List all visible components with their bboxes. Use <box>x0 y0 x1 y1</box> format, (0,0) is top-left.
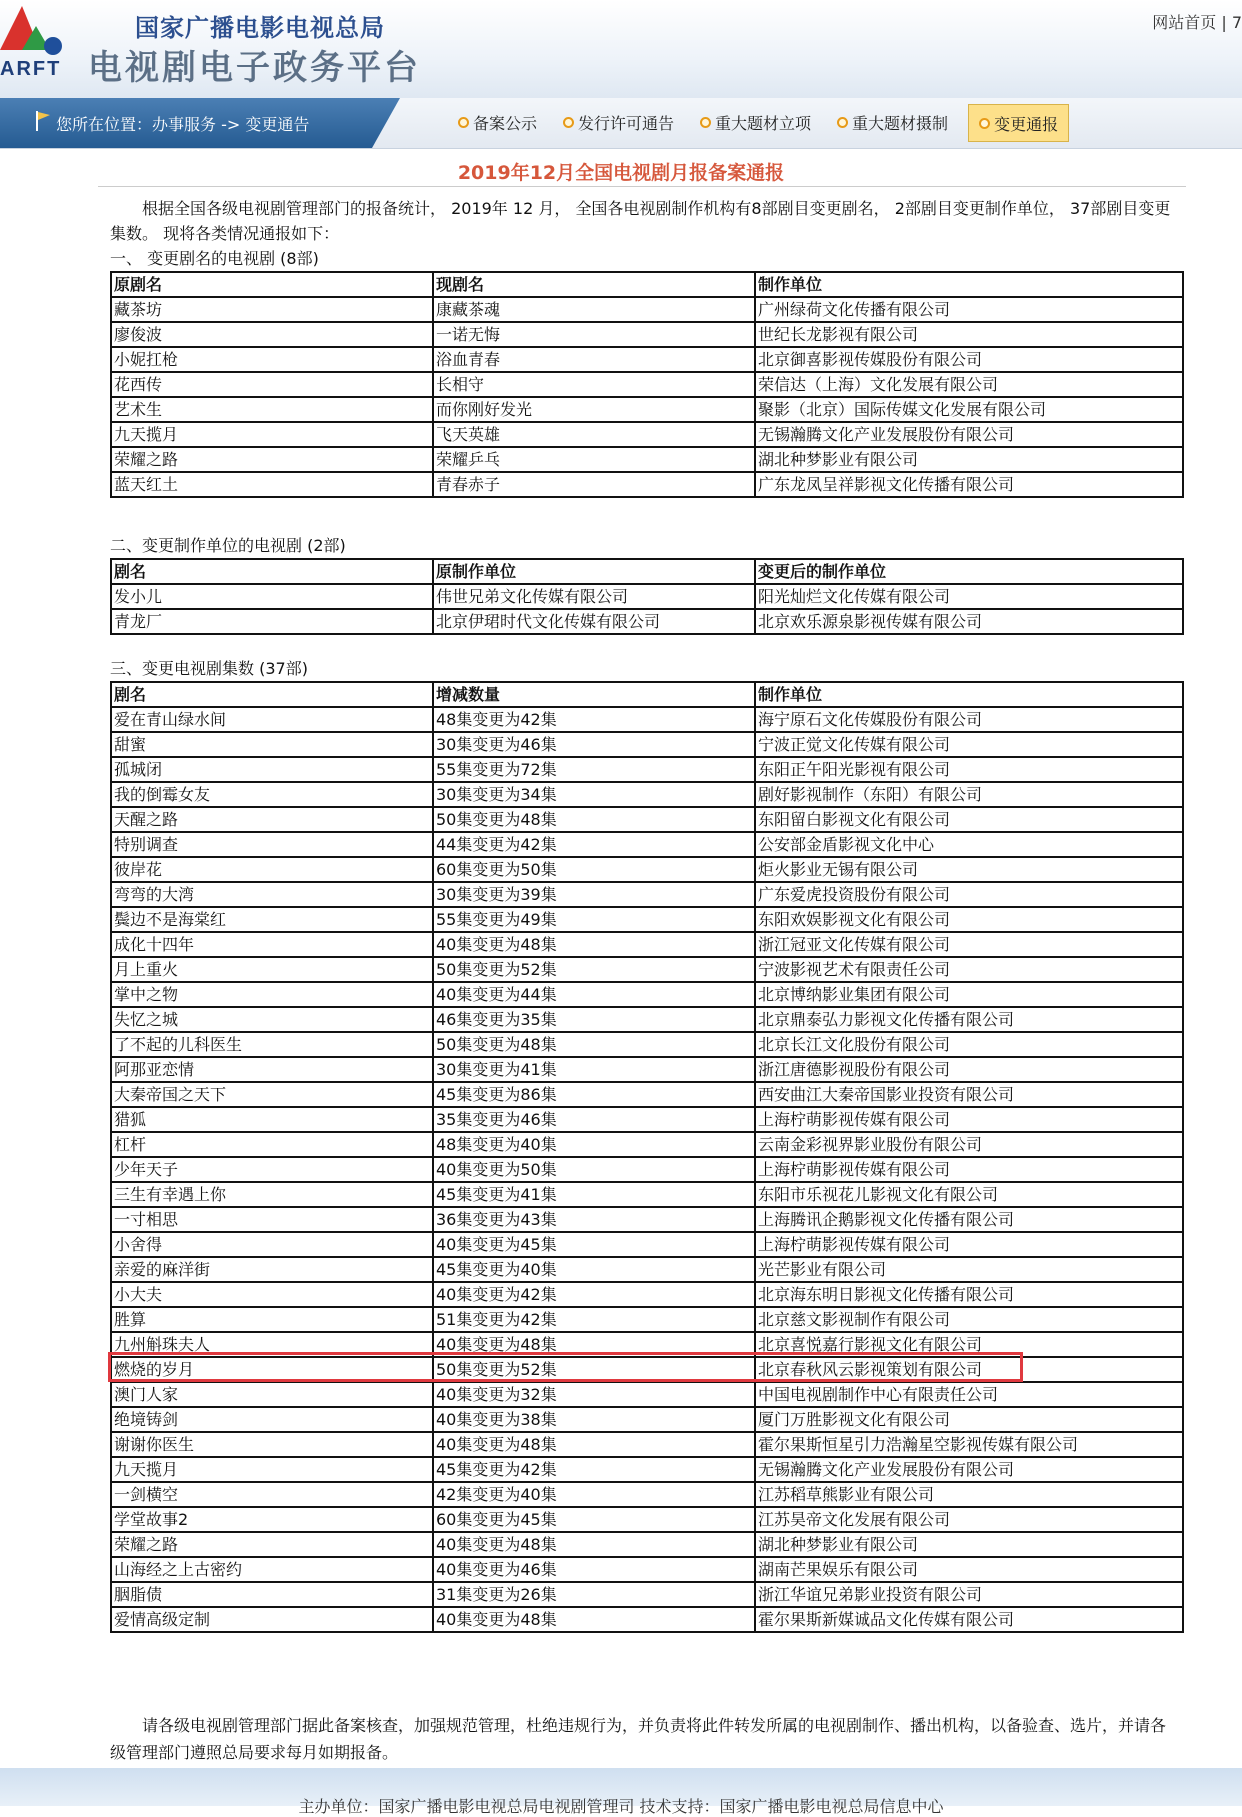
circle-bullet-icon <box>700 117 711 128</box>
breadcrumb: 您所在位置：办事服务 -> 变更通告 <box>56 115 310 134</box>
table-cell: 西安曲江大秦帝国影业投资有限公司 <box>755 1082 1183 1107</box>
table-cell: 40集变更为46集 <box>433 1557 755 1582</box>
table-cell: 了不起的儿科医生 <box>111 1032 433 1057</box>
table-cell: 孤城闭 <box>111 757 433 782</box>
tab-distribution-license[interactable] <box>557 104 680 140</box>
table-row <box>111 422 1183 447</box>
table-cell: 一剑横空 <box>111 1482 433 1507</box>
table-header-row <box>111 682 1183 707</box>
table-cell: 燃烧的岁月 <box>111 1357 433 1382</box>
table-row <box>111 1432 1183 1457</box>
table-row <box>111 1182 1183 1207</box>
table-row <box>111 832 1183 857</box>
table-row <box>111 584 1183 609</box>
table-cell: 浙江华谊兄弟影业投资有限公司 <box>755 1582 1183 1607</box>
table-cell: 浙江唐德影视股份有限公司 <box>755 1057 1183 1082</box>
table-cell: 48集变更为40集 <box>433 1132 755 1157</box>
renamed-dramas-table <box>110 271 1184 498</box>
table-cell: 飞天英雄 <box>433 422 755 447</box>
divider <box>98 186 1186 187</box>
table-cell: 荣耀乒乓 <box>433 447 755 472</box>
table-cell: 45集变更为42集 <box>433 1457 755 1482</box>
table-cell: 厦门万胜影视文化有限公司 <box>755 1407 1183 1432</box>
tab-major-topic-approval[interactable] <box>694 104 817 140</box>
table-cell: 45集变更为40集 <box>433 1257 755 1282</box>
table-row <box>111 1207 1183 1232</box>
table-row <box>111 1357 1183 1382</box>
table-cell: 50集变更为48集 <box>433 1032 755 1057</box>
table-cell: 胜算 <box>111 1307 433 1332</box>
table-cell: 月上重火 <box>111 957 433 982</box>
table-cell: 中国电视剧制作中心有限责任公司 <box>755 1382 1183 1407</box>
table-cell: 30集变更为34集 <box>433 782 755 807</box>
table-cell: 荣耀之路 <box>111 447 433 472</box>
table-cell: 31集变更为26集 <box>433 1582 755 1607</box>
table-cell: 发小儿 <box>111 584 433 609</box>
table-row <box>111 1482 1183 1507</box>
nav-tabs <box>452 104 1069 140</box>
table-cell: 蓝天红土 <box>111 472 433 497</box>
notice-title: 2019年12月全国电视剧月报备案通报 <box>457 162 785 184</box>
tab-label: 发行许可通告 <box>578 113 675 133</box>
table-row <box>111 1557 1183 1582</box>
table-cell: 北京喜悦嘉行影视文化有限公司 <box>755 1332 1183 1357</box>
table-cell: 胭脂债 <box>111 1582 433 1607</box>
table-header-row <box>111 272 1183 297</box>
table-cell: 60集变更为50集 <box>433 857 755 882</box>
table-row <box>111 1407 1183 1432</box>
column-header: 原制作单位 <box>433 559 755 584</box>
table-cell: 江苏稻草熊影业有限公司 <box>755 1482 1183 1507</box>
column-header: 制作单位 <box>755 682 1183 707</box>
table-cell: 霍尔果斯新媒诚品文化传媒有限公司 <box>755 1607 1183 1632</box>
table-cell: 宁波正觉文化传媒有限公司 <box>755 732 1183 757</box>
table-row <box>111 1057 1183 1082</box>
table-cell: 爱情高级定制 <box>111 1607 433 1632</box>
table-cell: 上海柠萌影视传媒有限公司 <box>755 1157 1183 1182</box>
table-cell: 北京伊珺时代文化传媒有限公司 <box>433 609 755 634</box>
table-cell: 杠杆 <box>111 1132 433 1157</box>
table-cell: 广州绿荷文化传播有限公司 <box>755 297 1183 322</box>
circle-bullet-icon <box>458 117 469 128</box>
table-cell: 东阳欢娱影视文化有限公司 <box>755 907 1183 932</box>
table-cell: 60集变更为45集 <box>433 1507 755 1532</box>
tab-label: 备案公示 <box>473 113 538 133</box>
table-cell: 40集变更为38集 <box>433 1407 755 1432</box>
table-cell: 42集变更为40集 <box>433 1482 755 1507</box>
table-cell: 特别调查 <box>111 832 433 857</box>
table-cell: 猎狐 <box>111 1107 433 1132</box>
table-cell: 鬓边不是海棠红 <box>111 907 433 932</box>
table-cell: 炬火影业无锡有限公司 <box>755 857 1183 882</box>
table-cell: 彼岸花 <box>111 857 433 882</box>
episode-change-table <box>110 681 1184 1633</box>
table-cell: 40集变更为32集 <box>433 1382 755 1407</box>
table-row <box>111 1107 1183 1132</box>
table-row <box>111 1507 1183 1532</box>
table-row <box>111 1007 1183 1032</box>
table-cell: 青春赤子 <box>433 472 755 497</box>
table-cell: 40集变更为48集 <box>433 1607 755 1632</box>
table-row <box>111 882 1183 907</box>
table-cell: 北京海东明日影视文化传播有限公司 <box>755 1282 1183 1307</box>
column-header: 剧名 <box>111 559 433 584</box>
table-row <box>111 1257 1183 1282</box>
table-cell: 藏茶坊 <box>111 297 433 322</box>
table-cell: 霍尔果斯恒星引力浩瀚星空影视传媒有限公司 <box>755 1432 1183 1457</box>
home-link[interactable]: 网站首页 | 7 <box>1152 13 1242 32</box>
table-row <box>111 297 1183 322</box>
table-cell: 北京长江文化股份有限公司 <box>755 1032 1183 1057</box>
tab-label: 重大题材立项 <box>715 113 812 133</box>
table-cell: 荣信达（上海）文化发展有限公司 <box>755 372 1183 397</box>
platform-name: 电视剧电子政务平台 <box>88 48 421 88</box>
table-cell: 36集变更为43集 <box>433 1207 755 1232</box>
table-cell: 50集变更为52集 <box>433 957 755 982</box>
footer-text: 主办单位：国家广播电影电视总局电视剧管理司 技术支持：国家广播电影电视总局信息中心 <box>298 1797 944 1816</box>
section3-heading: 三、变更电视剧集数 (37部) <box>110 659 308 678</box>
table-cell: 伟世兄弟文化传媒有限公司 <box>433 584 755 609</box>
table-row <box>111 472 1183 497</box>
table-cell: 51集变更为42集 <box>433 1307 755 1332</box>
table-row <box>111 1332 1183 1357</box>
intro-paragraph: 根据全国各级电视剧管理部门的报备统计， 2019年 12 月， 全国各电视剧制作机构有8部剧目变更剧名， 2部剧目变更制作单位， 37部剧目变更集数。 现将各类情况通报如下： <box>110 199 1171 243</box>
table-row <box>111 397 1183 422</box>
table-cell: 55集变更为72集 <box>433 757 755 782</box>
table-cell: 东阳留白影视文化有限公司 <box>755 807 1183 832</box>
table-cell: 学堂故事2 <box>111 1507 433 1532</box>
tab-filing-notice[interactable] <box>452 104 543 140</box>
table-cell: 公安部金盾影视文化中心 <box>755 832 1183 857</box>
site-header <box>0 0 1242 98</box>
table-cell: 上海柠萌影视传媒有限公司 <box>755 1107 1183 1132</box>
table-cell: 50集变更为48集 <box>433 807 755 832</box>
table-cell: 30集变更为46集 <box>433 732 755 757</box>
table-cell: 海宁原石文化传媒股份有限公司 <box>755 707 1183 732</box>
table-cell: 55集变更为49集 <box>433 907 755 932</box>
table-row <box>111 907 1183 932</box>
table-cell: 聚影（北京）国际传媒文化发展有限公司 <box>755 397 1183 422</box>
table-cell: 30集变更为41集 <box>433 1057 755 1082</box>
table-row <box>111 707 1183 732</box>
table-cell: 北京欢乐源泉影视传媒有限公司 <box>755 609 1183 634</box>
table-cell: 绝境铸剑 <box>111 1407 433 1432</box>
table-row <box>111 1032 1183 1057</box>
table-row <box>111 1082 1183 1107</box>
table-cell: 40集变更为44集 <box>433 982 755 1007</box>
table-row <box>111 982 1183 1007</box>
table-cell: 45集变更为86集 <box>433 1082 755 1107</box>
table-cell: 阿那亚恋情 <box>111 1057 433 1082</box>
logo-text: ARFT <box>0 58 62 80</box>
table-row <box>111 447 1183 472</box>
table-cell: 花西传 <box>111 372 433 397</box>
table-cell: 35集变更为46集 <box>433 1107 755 1132</box>
table-row <box>111 732 1183 757</box>
table-cell: 澳门人家 <box>111 1382 433 1407</box>
table-cell: 宁波影视艺术有限责任公司 <box>755 957 1183 982</box>
table-row <box>111 1232 1183 1257</box>
section1-heading: 一、 变更剧名的电视剧 (8部) <box>110 249 319 268</box>
table-cell: 40集变更为42集 <box>433 1282 755 1307</box>
table-cell: 50集变更为52集 <box>433 1357 755 1382</box>
table-row <box>111 1532 1183 1557</box>
table-cell: 廖俊波 <box>111 322 433 347</box>
table-cell: 三生有幸遇上你 <box>111 1182 433 1207</box>
table-row <box>111 757 1183 782</box>
closing-paragraph: 请各级电视剧管理部门据此备案核查，加强规范管理，杜绝违规行为，并负责将此件转发所属的电视剧制作、播出机构，以备验查、选片，并请各级管理部门遵照总局要求每月如期报备。 <box>110 1716 1167 1762</box>
table-cell: 40集变更为48集 <box>433 1332 755 1357</box>
table-cell: 小舍得 <box>111 1232 433 1257</box>
table-row <box>111 1382 1183 1407</box>
table-cell: 北京御喜影视传媒股份有限公司 <box>755 347 1183 372</box>
table-cell: 浙江冠亚文化传媒有限公司 <box>755 932 1183 957</box>
table-cell: 长相守 <box>433 372 755 397</box>
table-cell: 一诺无悔 <box>433 322 755 347</box>
table-row <box>111 322 1183 347</box>
table-cell: 无锡瀚腾文化产业发展股份有限公司 <box>755 1457 1183 1482</box>
table-cell: 40集变更为45集 <box>433 1232 755 1257</box>
column-header: 增减数量 <box>433 682 755 707</box>
table-cell: 湖南芒果娱乐有限公司 <box>755 1557 1183 1582</box>
tab-major-topic-filming[interactable] <box>831 104 954 140</box>
table-cell: 而你刚好发光 <box>433 397 755 422</box>
table-cell: 阳光灿烂文化传媒有限公司 <box>755 584 1183 609</box>
table-cell: 少年天子 <box>111 1157 433 1182</box>
circle-bullet-icon <box>979 118 990 129</box>
table-cell: 45集变更为41集 <box>433 1182 755 1207</box>
column-header: 现剧名 <box>433 272 755 297</box>
table-row <box>111 1307 1183 1332</box>
column-header: 变更后的制作单位 <box>755 559 1183 584</box>
table-cell: 一寸相思 <box>111 1207 433 1232</box>
org-name: 国家广播电影电视总局 <box>135 14 385 42</box>
table-row <box>111 1157 1183 1182</box>
table-cell: 48集变更为42集 <box>433 707 755 732</box>
table-cell: 湖北种梦影业有限公司 <box>755 447 1183 472</box>
table-cell: 九天揽月 <box>111 422 433 447</box>
table-cell: 湖北种梦影业有限公司 <box>755 1532 1183 1557</box>
table-cell: 44集变更为42集 <box>433 832 755 857</box>
tab-label: 重大题材摄制 <box>852 113 949 133</box>
table-cell: 天醒之路 <box>111 807 433 832</box>
table-cell: 浴血青春 <box>433 347 755 372</box>
circle-bullet-icon <box>837 117 848 128</box>
table-cell: 亲爱的麻洋街 <box>111 1257 433 1282</box>
table-cell: 46集变更为35集 <box>433 1007 755 1032</box>
table-cell: 40集变更为48集 <box>433 932 755 957</box>
table-row <box>111 807 1183 832</box>
table-row <box>111 1457 1183 1482</box>
table-cell: 云南金彩视界影业股份有限公司 <box>755 1132 1183 1157</box>
table-cell: 东阳正午阳光影视有限公司 <box>755 757 1183 782</box>
table-cell: 光芒影业有限公司 <box>755 1257 1183 1282</box>
table-cell: 世纪长龙影视有限公司 <box>755 322 1183 347</box>
table-cell: 江苏昊帝文化发展有限公司 <box>755 1507 1183 1532</box>
table-cell: 上海腾讯企鹅影视文化传播有限公司 <box>755 1207 1183 1232</box>
table-cell: 弯弯的大湾 <box>111 882 433 907</box>
tab-change-notice[interactable] <box>968 104 1069 142</box>
table-cell: 失忆之城 <box>111 1007 433 1032</box>
table-row <box>111 957 1183 982</box>
table-row <box>111 1132 1183 1157</box>
producer-change-table <box>110 558 1184 635</box>
table-cell: 北京春秋风云影视策划有限公司 <box>755 1357 1183 1382</box>
table-header-row <box>111 559 1183 584</box>
table-cell: 无锡瀚腾文化产业发展股份有限公司 <box>755 422 1183 447</box>
flag-icon <box>34 110 52 132</box>
table-cell: 成化十四年 <box>111 932 433 957</box>
tab-label: 变更通报 <box>994 114 1059 134</box>
column-header: 原剧名 <box>111 272 433 297</box>
table-row <box>111 932 1183 957</box>
table-cell: 我的倒霉女友 <box>111 782 433 807</box>
table-row <box>111 857 1183 882</box>
table-cell: 上海柠萌影视传媒有限公司 <box>755 1232 1183 1257</box>
table-cell: 山海经之上古密约 <box>111 1557 433 1582</box>
table-cell: 九州斛珠夫人 <box>111 1332 433 1357</box>
table-cell: 40集变更为48集 <box>433 1532 755 1557</box>
table-cell: 爱在青山绿水间 <box>111 707 433 732</box>
table-cell: 广东爱虎投资股份有限公司 <box>755 882 1183 907</box>
table-cell: 40集变更为50集 <box>433 1157 755 1182</box>
table-row <box>111 1607 1183 1632</box>
table-cell: 大秦帝国之天下 <box>111 1082 433 1107</box>
table-cell: 30集变更为39集 <box>433 882 755 907</box>
table-cell: 九天揽月 <box>111 1457 433 1482</box>
table-cell: 掌中之物 <box>111 982 433 1007</box>
table-row <box>111 372 1183 397</box>
table-cell: 小妮扛枪 <box>111 347 433 372</box>
table-cell: 东阳市乐视花儿影视文化有限公司 <box>755 1182 1183 1207</box>
table-row <box>111 1582 1183 1607</box>
table-cell: 剧好影视制作（东阳）有限公司 <box>755 782 1183 807</box>
table-cell: 谢谢你医生 <box>111 1432 433 1457</box>
table-cell: 广东龙凤呈祥影视文化传播有限公司 <box>755 472 1183 497</box>
section2-heading: 二、变更制作单位的电视剧 (2部) <box>110 536 346 555</box>
table-row <box>111 782 1183 807</box>
table-cell: 康藏茶魂 <box>433 297 755 322</box>
table-row <box>111 609 1183 634</box>
table-cell: 甜蜜 <box>111 732 433 757</box>
circle-bullet-icon <box>563 117 574 128</box>
table-row <box>111 347 1183 372</box>
table-row <box>111 1282 1183 1307</box>
table-cell: 艺术生 <box>111 397 433 422</box>
column-header: 剧名 <box>111 682 433 707</box>
table-cell: 北京鼎泰弘力影视文化传播有限公司 <box>755 1007 1183 1032</box>
table-cell: 北京博纳影业集团有限公司 <box>755 982 1183 1007</box>
table-cell: 40集变更为48集 <box>433 1432 755 1457</box>
table-cell: 荣耀之路 <box>111 1532 433 1557</box>
column-header: 制作单位 <box>755 272 1183 297</box>
table-cell: 小大夫 <box>111 1282 433 1307</box>
table-cell: 北京慈文影视制作有限公司 <box>755 1307 1183 1332</box>
table-cell: 青龙厂 <box>111 609 433 634</box>
